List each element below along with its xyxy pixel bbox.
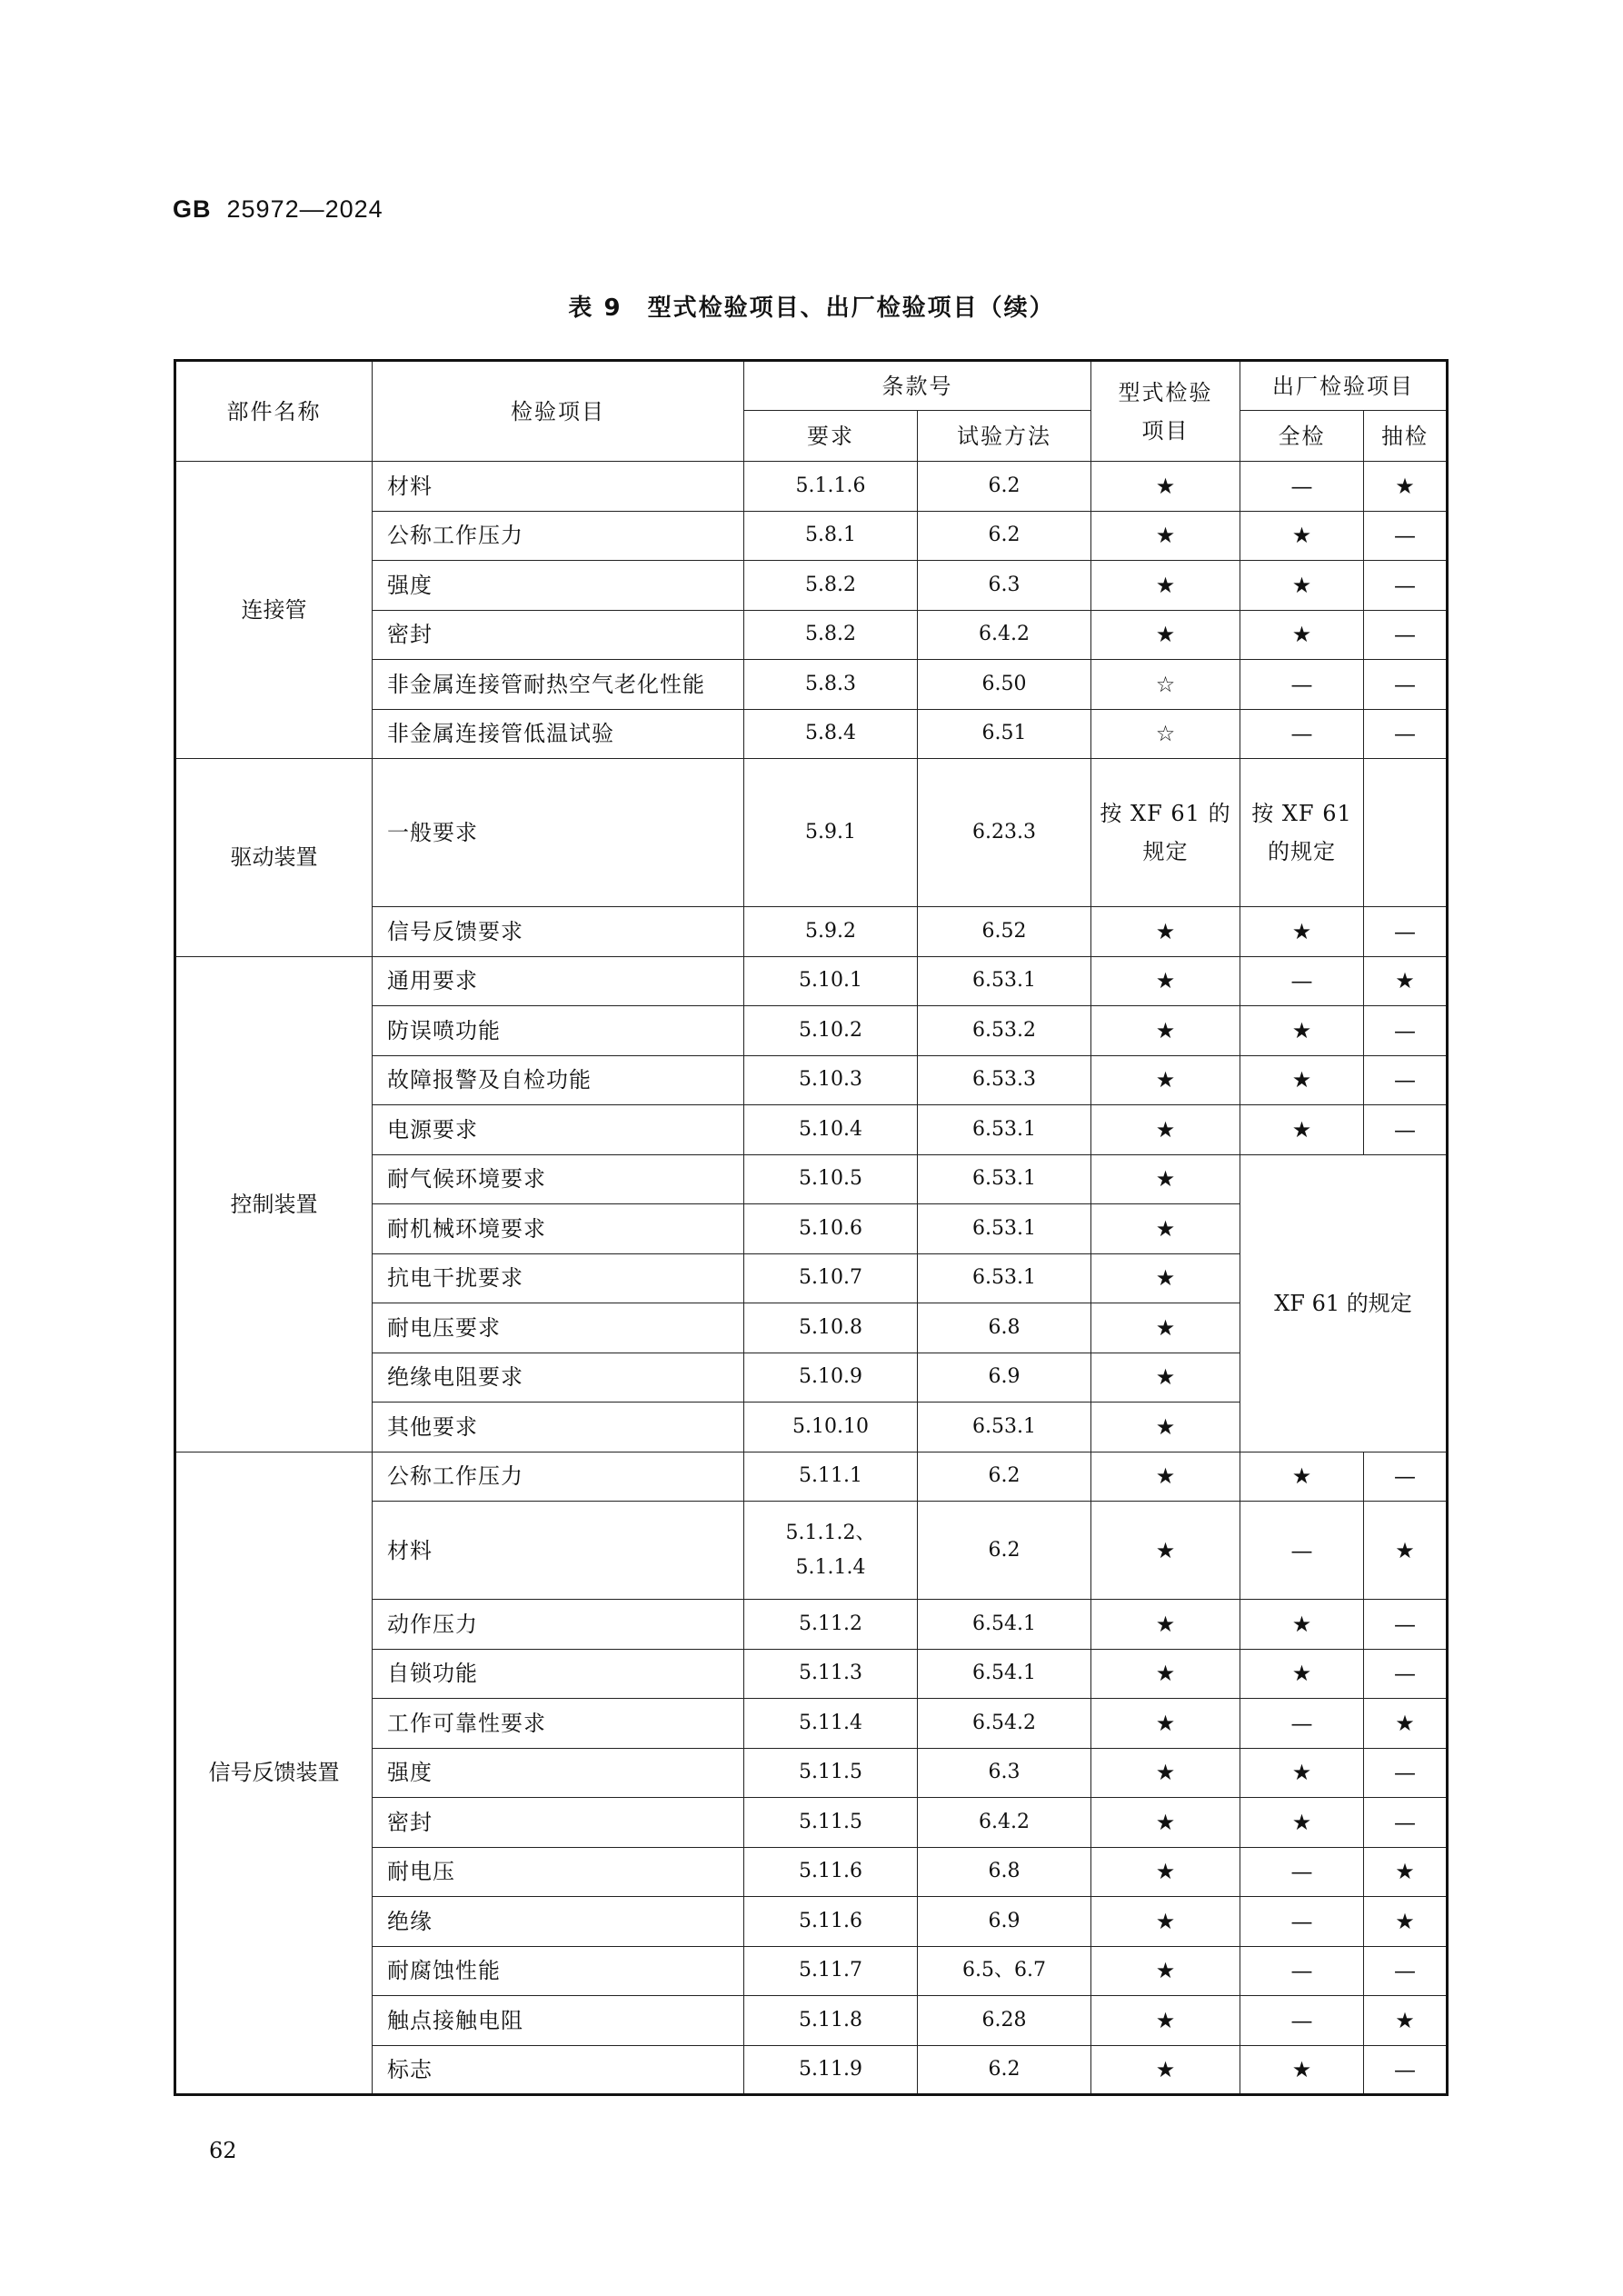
sample-check-cell: —	[1364, 1055, 1448, 1105]
item-cell: 公称工作压力	[373, 511, 744, 561]
type-test-cell: 按 XF 61 的规定	[1091, 759, 1240, 907]
method-cell: 6.2	[918, 462, 1091, 512]
col-sample: 抽检	[1364, 411, 1448, 462]
table-title: 表 9 型式检验项目、出厂检验项目（续）	[568, 294, 1055, 322]
req-cell: 5.10.9	[744, 1353, 918, 1403]
req-cell: 5.11.5	[744, 1798, 918, 1848]
req-cell: 5.10.7	[744, 1253, 918, 1303]
type-test-cell: ★	[1091, 1847, 1240, 1897]
req-cell: 5.11.7	[744, 1946, 918, 1996]
full-check-cell: ★	[1240, 1798, 1364, 1848]
method-cell: 6.53.1	[918, 1105, 1091, 1155]
req-cell: 5.8.2	[744, 561, 918, 611]
sample-check-cell: —	[1364, 1748, 1448, 1798]
item-cell: 通用要求	[373, 956, 744, 1006]
sample-check-cell: —	[1364, 1105, 1448, 1155]
col-full: 全检	[1240, 411, 1364, 462]
type-test-cell: ★	[1091, 1798, 1240, 1848]
req-cell: 5.11.8	[744, 1996, 918, 2046]
req-cell: 5.1.1.2、5.1.1.4	[744, 1502, 918, 1600]
sample-check-cell: ★	[1364, 1897, 1448, 1947]
type-test-cell: ★	[1091, 1204, 1240, 1254]
full-check-cell: ★	[1240, 1055, 1364, 1105]
type-test-cell: ★	[1091, 1699, 1240, 1749]
full-check-cell: —	[1240, 1897, 1364, 1947]
method-cell: 6.53.1	[918, 1154, 1091, 1204]
item-cell: 工作可靠性要求	[373, 1699, 744, 1749]
method-cell: 6.53.2	[918, 1006, 1091, 1056]
full-check-cell: —	[1240, 1847, 1364, 1897]
req-cell: 5.11.5	[744, 1748, 918, 1798]
method-cell: 6.3	[918, 561, 1091, 611]
sample-check-cell: —	[1364, 1649, 1448, 1699]
sample-check-cell: —	[1364, 2045, 1448, 2095]
method-cell: 6.2	[918, 2045, 1091, 2095]
col-part: 部件名称	[175, 361, 373, 462]
item-cell: 非金属连接管低温试验	[373, 709, 744, 759]
type-test-cell: ★	[1091, 1600, 1240, 1650]
type-test-cell: ★	[1091, 1055, 1240, 1105]
method-cell: 6.50	[918, 660, 1091, 710]
method-cell: 6.54.2	[918, 1699, 1091, 1749]
type-test-cell: ★	[1091, 1154, 1240, 1204]
item-cell: 绝缘	[373, 1897, 744, 1947]
full-check-cell: —	[1240, 1502, 1364, 1600]
item-cell: 信号反馈要求	[373, 907, 744, 957]
type-test-cell: ★	[1091, 1996, 1240, 2046]
sample-check-cell: —	[1364, 1600, 1448, 1650]
item-cell: 抗电干扰要求	[373, 1253, 744, 1303]
full-check-cell: —	[1240, 1699, 1364, 1749]
part-name-cell: 驱动装置	[175, 759, 373, 957]
item-cell: 耐腐蚀性能	[373, 1946, 744, 1996]
full-check-cell: —	[1240, 1946, 1364, 1996]
type-test-cell: ★	[1091, 1748, 1240, 1798]
method-cell: 6.3	[918, 1748, 1091, 1798]
full-check-cell: —	[1240, 956, 1364, 1006]
method-cell: 6.23.3	[918, 759, 1091, 907]
method-cell: 6.9	[918, 1897, 1091, 1947]
full-check-cell: —	[1240, 1996, 1364, 2046]
item-cell: 一般要求	[373, 759, 744, 907]
method-cell: 6.53.1	[918, 1253, 1091, 1303]
req-cell: 5.9.2	[744, 907, 918, 957]
type-test-cell: ★	[1091, 462, 1240, 512]
item-cell: 触点接触电阻	[373, 1996, 744, 2046]
method-cell: 6.51	[918, 709, 1091, 759]
item-cell: 材料	[373, 1502, 744, 1600]
sample-check-cell: —	[1364, 1452, 1448, 1502]
type-test-cell: ☆	[1091, 709, 1240, 759]
item-cell: 耐机械环境要求	[373, 1204, 744, 1254]
sample-check-cell: —	[1364, 1006, 1448, 1056]
item-cell: 耐气候环境要求	[373, 1154, 744, 1204]
standard-prefix: GB	[173, 195, 212, 223]
full-check-cell: —	[1240, 660, 1364, 710]
req-cell: 5.11.6	[744, 1897, 918, 1947]
method-cell: 6.2	[918, 1502, 1091, 1600]
sample-check-cell: —	[1364, 561, 1448, 611]
type-test-cell: ★	[1091, 1353, 1240, 1403]
item-cell: 非金属连接管耐热空气老化性能	[373, 660, 744, 710]
sample-check-cell: —	[1364, 660, 1448, 710]
item-cell: 自锁功能	[373, 1649, 744, 1699]
type-test-cell: ★	[1091, 1105, 1240, 1155]
req-cell: 5.9.1	[744, 759, 918, 907]
full-check-cell: —	[1240, 709, 1364, 759]
req-cell: 5.8.2	[744, 610, 918, 660]
full-check-cell: ★	[1240, 561, 1364, 611]
full-check-cell: ★	[1240, 907, 1364, 957]
full-check-cell: ★	[1240, 1105, 1364, 1155]
part-name-cell: 信号反馈装置	[175, 1452, 373, 2095]
req-cell: 5.8.3	[744, 660, 918, 710]
factory-merged-cell: XF 61 的规定	[1240, 1154, 1448, 1452]
table-row	[175, 956, 1448, 1006]
req-cell: 5.11.1	[744, 1452, 918, 1502]
type-test-cell: ★	[1091, 1253, 1240, 1303]
item-cell: 耐电压	[373, 1847, 744, 1897]
type-test-cell: ★	[1091, 511, 1240, 561]
sample-check-cell: —	[1364, 1946, 1448, 1996]
method-cell: 6.4.2	[918, 610, 1091, 660]
sample-check-cell: —	[1364, 709, 1448, 759]
item-cell: 其他要求	[373, 1403, 744, 1452]
inspection-table	[174, 359, 1449, 2096]
full-check-cell: ★	[1240, 1600, 1364, 1650]
req-cell: 5.11.2	[744, 1600, 918, 1650]
sample-check-cell: —	[1364, 907, 1448, 957]
col-req: 要求	[744, 411, 918, 462]
sample-check-cell: ★	[1364, 1996, 1448, 2046]
type-test-cell: ★	[1091, 561, 1240, 611]
req-cell: 5.11.9	[744, 2045, 918, 2095]
method-cell: 6.8	[918, 1847, 1091, 1897]
item-cell: 公称工作压力	[373, 1452, 744, 1502]
item-cell: 绝缘电阻要求	[373, 1353, 744, 1403]
standard-code	[173, 195, 383, 224]
sample-check-cell: ★	[1364, 1847, 1448, 1897]
method-cell: 6.54.1	[918, 1600, 1091, 1650]
item-cell: 防误喷功能	[373, 1006, 744, 1056]
full-check-cell: ★	[1240, 1649, 1364, 1699]
req-cell: 5.10.6	[744, 1204, 918, 1254]
sample-check-cell: —	[1364, 610, 1448, 660]
full-check-cell: ★	[1240, 610, 1364, 660]
table-header	[175, 361, 1448, 462]
part-name-cell: 控制装置	[175, 956, 373, 1452]
type-test-cell: ★	[1091, 1502, 1240, 1600]
method-cell: 6.53.1	[918, 956, 1091, 1006]
type-test-cell: ★	[1091, 1006, 1240, 1056]
req-cell: 5.11.6	[744, 1847, 918, 1897]
item-cell: 密封	[373, 610, 744, 660]
sample-check-cell: —	[1364, 511, 1448, 561]
table-body	[175, 462, 1448, 2095]
col-method: 试验方法	[918, 411, 1091, 462]
method-cell: 6.2	[918, 511, 1091, 561]
method-cell: 6.54.1	[918, 1649, 1091, 1699]
item-cell: 标志	[373, 2045, 744, 2095]
full-check-cell: ★	[1240, 511, 1364, 561]
standard-number: 25972—2024	[226, 195, 383, 223]
req-cell: 5.11.4	[744, 1699, 918, 1749]
item-cell: 动作压力	[373, 1600, 744, 1650]
sample-check-cell: ★	[1364, 1502, 1448, 1600]
item-cell: 强度	[373, 1748, 744, 1798]
type-test-cell: ★	[1091, 907, 1240, 957]
table-row	[175, 759, 1448, 907]
sample-check-cell: ★	[1364, 1699, 1448, 1749]
item-cell: 电源要求	[373, 1105, 744, 1155]
col-type-test-label: 型式检验项目	[1118, 379, 1213, 444]
full-check-cell: ★	[1240, 1006, 1364, 1056]
full-check-cell: ★	[1240, 2045, 1364, 2095]
item-cell: 故障报警及自检功能	[373, 1055, 744, 1105]
full-check-cell: ★	[1240, 1748, 1364, 1798]
col-clause: 条款号	[744, 361, 1091, 411]
col-item: 检验项目	[373, 361, 744, 462]
table-row	[175, 462, 1448, 512]
req-cell: 5.10.3	[744, 1055, 918, 1105]
type-test-cell: ★	[1091, 1897, 1240, 1947]
sample-check-cell	[1364, 759, 1448, 907]
full-check-cell: —	[1240, 462, 1364, 512]
item-cell: 耐电压要求	[373, 1303, 744, 1353]
req-cell: 5.8.1	[744, 511, 918, 561]
type-test-cell: ☆	[1091, 660, 1240, 710]
sample-check-cell: ★	[1364, 462, 1448, 512]
item-cell: 强度	[373, 561, 744, 611]
method-cell: 6.53.3	[918, 1055, 1091, 1105]
type-test-cell: ★	[1091, 2045, 1240, 2095]
req-cell: 5.8.4	[744, 709, 918, 759]
req-cell: 5.11.3	[744, 1649, 918, 1699]
full-check-cell: ★	[1240, 1452, 1364, 1502]
req-cell: 5.1.1.6	[744, 462, 918, 512]
method-cell: 6.28	[918, 1996, 1091, 2046]
table-row	[175, 1452, 1448, 1502]
method-cell: 6.8	[918, 1303, 1091, 1353]
sample-check-cell: ★	[1364, 956, 1448, 1006]
full-check-cell: 按 XF 61 的规定	[1240, 759, 1364, 907]
method-cell: 6.53.1	[918, 1403, 1091, 1452]
method-cell: 6.5、6.7	[918, 1946, 1091, 1996]
type-test-cell: ★	[1091, 1452, 1240, 1502]
req-cell: 5.10.4	[744, 1105, 918, 1155]
type-test-cell: ★	[1091, 610, 1240, 660]
col-factory: 出厂检验项目	[1240, 361, 1448, 411]
sample-check-cell: —	[1364, 1798, 1448, 1848]
method-cell: 6.52	[918, 907, 1091, 957]
item-cell: 材料	[373, 462, 744, 512]
type-test-cell: ★	[1091, 1303, 1240, 1353]
req-cell: 5.10.1	[744, 956, 918, 1006]
method-cell: 6.2	[918, 1452, 1091, 1502]
page-number: 62	[209, 2138, 237, 2163]
req-cell: 5.10.8	[744, 1303, 918, 1353]
method-cell: 6.9	[918, 1353, 1091, 1403]
col-type-test	[1091, 361, 1240, 462]
req-cell: 5.10.10	[744, 1403, 918, 1452]
type-test-cell: ★	[1091, 1649, 1240, 1699]
type-test-cell: ★	[1091, 956, 1240, 1006]
type-test-cell: ★	[1091, 1946, 1240, 1996]
method-cell: 6.53.1	[918, 1204, 1091, 1254]
part-name-cell: 连接管	[175, 462, 373, 759]
type-test-cell: ★	[1091, 1403, 1240, 1452]
req-cell: 5.10.5	[744, 1154, 918, 1204]
method-cell: 6.4.2	[918, 1798, 1091, 1848]
req-cell: 5.10.2	[744, 1006, 918, 1056]
item-cell: 密封	[373, 1798, 744, 1848]
